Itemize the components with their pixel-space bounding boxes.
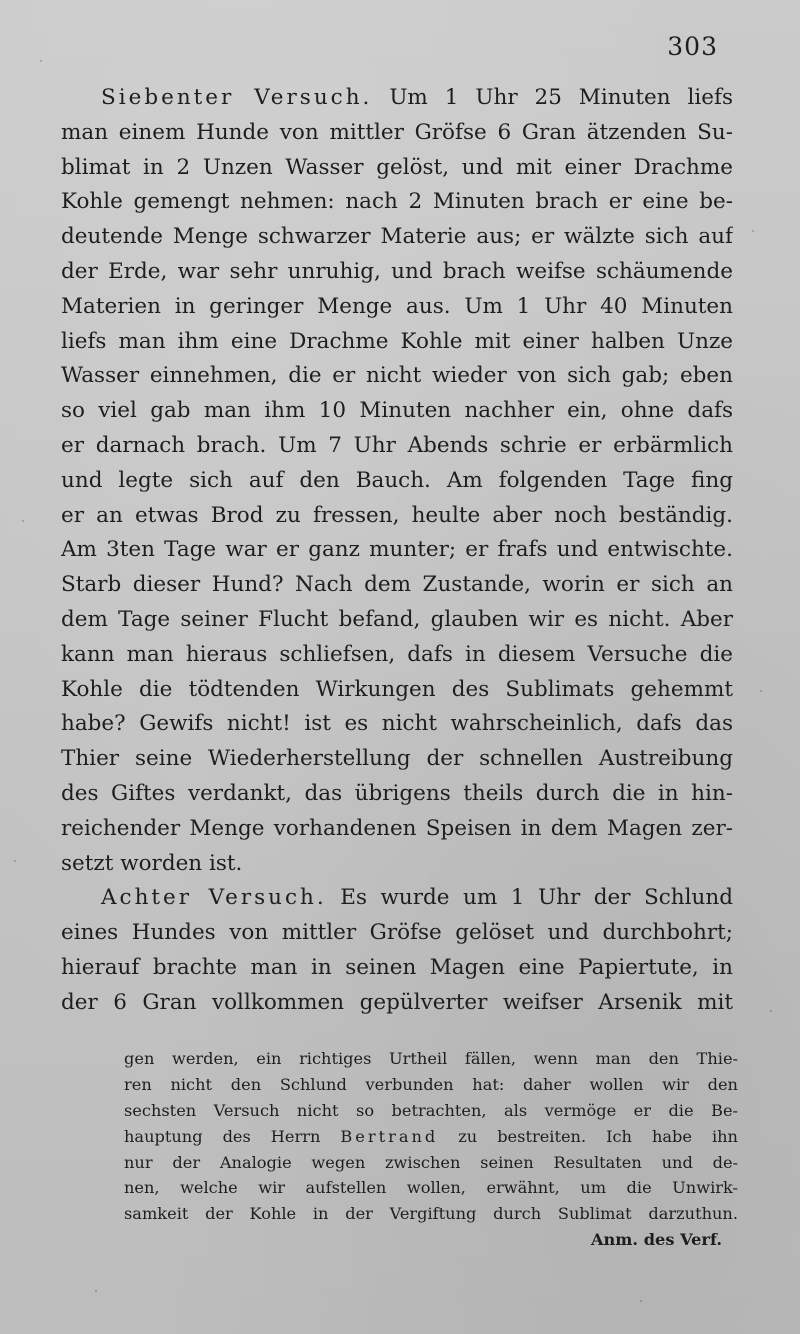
paper-speck <box>770 1010 772 1012</box>
section-heading: Achter Versuch. <box>101 885 327 911</box>
text-line: Achter Versuch. Es wurde um 1 Uhr der Schlund <box>101 885 733 911</box>
footnote-line: ren nicht den Schlund verbunden hat: daher wollen wir den <box>124 1074 738 1094</box>
paragraph-achter-versuch <box>61 881 733 1020</box>
text-line: man einem Hunde von mittler Gröfse 6 Gran ätzenden Su- <box>61 119 733 145</box>
author-name: Bertrand <box>340 1126 439 1146</box>
text-line: hierauf brachte man in seinen Magen eine Papiertute, in <box>61 954 733 980</box>
footnote-line: samkeit der Kohle in der Vergiftung durch Sublimat darzuthun. <box>124 1204 738 1224</box>
text-line: eines Hundes von mittler Gröfse gelöset und durchbohrt; <box>61 920 733 946</box>
main-text <box>61 81 733 1021</box>
footnote-line: nur der Analogie wegen zwischen seinen Resultaten und de- <box>124 1152 738 1172</box>
section-heading: Siebenter Versuch. <box>101 85 373 110</box>
footnote-line: nen, welche wir aufstellen wollen, erwähnt, um die Unwirk- <box>124 1178 738 1198</box>
text-line: blimat in 2 Unzen Wasser gelöst, und mit einer Drachme <box>61 154 733 180</box>
paper-speck <box>40 60 42 62</box>
paper-speck <box>640 1300 642 1302</box>
footnote-line: gen werden, ein richtiges Urtheil fällen, wenn man den Thie- <box>124 1049 738 1068</box>
footnote-line: sechsten Versuch nicht so betrachten, als vermöge er die Be- <box>124 1100 738 1120</box>
paper-speck <box>95 1290 97 1292</box>
paper-speck <box>14 860 16 862</box>
text-line: liefs man ihm eine Drachme Kohle mit einer halben Unze <box>61 328 733 354</box>
text-line: Wasser einnehmen, die er nicht wieder von sich gab; eben <box>61 363 733 389</box>
text-line: und legte sich auf den Bauch. Am folgenden Tage fing <box>61 467 733 493</box>
text-line: Materien in geringer Menge aus. Um 1 Uhr 40 Minuten <box>61 293 733 319</box>
paper-speck <box>22 520 24 522</box>
footnote-signature: Anm. des Verf. <box>590 1230 722 1250</box>
text-line: der Erde, war sehr unruhig, und brach weifse schäumende <box>61 258 733 284</box>
text-line: deutende Menge schwarzer Materie aus; er wälzte sich auf <box>61 224 733 250</box>
paragraph-siebenter-versuch <box>61 81 733 881</box>
text-line: habe? Gewifs nicht! ist es nicht wahrscheinlich, dafs das <box>61 711 733 737</box>
text-line: des Giftes verdankt, das übrigens theils durch die in hin- <box>61 780 733 806</box>
text-line: Kohle die tödtenden Wirkungen des Sublimats gehemmt <box>61 676 733 702</box>
text-line: Am 3ten Tage war er ganz munter; er frafs und entwischte. <box>61 537 733 563</box>
text-line: setzt worden ist. <box>61 850 243 876</box>
text-line: dem Tage seiner Flucht befand, glauben wir es nicht. Aber <box>61 606 733 632</box>
text-line: reichender Menge vorhandenen Speisen in dem Magen zer- <box>61 815 733 841</box>
text-line: er darnach brach. Um 7 Uhr Abends schrie er erbärmlich <box>61 432 733 458</box>
paper-speck <box>752 230 754 232</box>
text-line: Kohle gemengt nehmen: nach 2 Minuten brach er eine be- <box>61 189 733 215</box>
paper-speck <box>760 690 762 692</box>
text-line: der 6 Gran vollkommen gepülverter weifser Arsenik mit <box>61 989 733 1015</box>
text-line: so viel gab man ihm 10 Minuten nachher ein, ohne dafs <box>61 398 733 424</box>
text-line: er an etwas Brod zu fressen, heulte aber noch beständig. <box>61 502 733 528</box>
text-line: Siebenter Versuch. Um 1 Uhr 25 Minuten liefs <box>101 85 733 110</box>
footnote-line: hauptung des Herrn Bertrand zu bestreiten. Ich habe ihn <box>124 1126 738 1146</box>
text-line: Starb dieser Hund? Nach dem Zustande, worin er sich an <box>61 572 733 598</box>
footnote <box>124 1046 738 1253</box>
text-line: kann man hieraus schliefsen, dafs in diesem Versuche die <box>61 641 733 667</box>
page-number: 303 <box>667 32 718 61</box>
text-line: Thier seine Wiederherstellung der schnellen Austreibung <box>61 746 733 772</box>
